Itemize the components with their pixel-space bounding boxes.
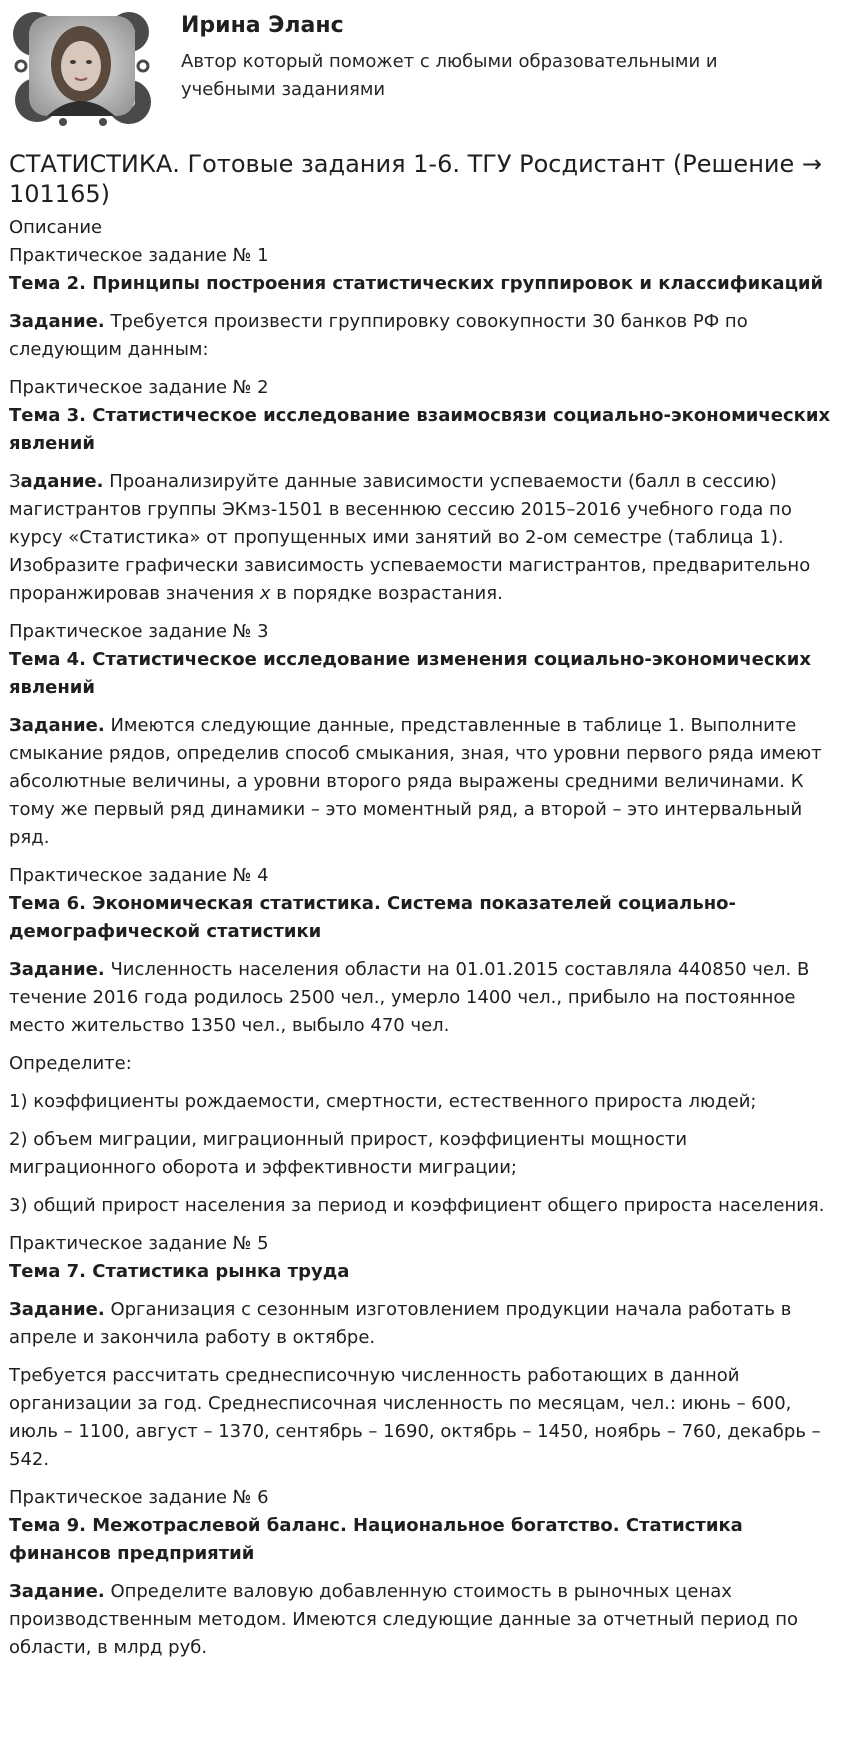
task-text-end: в порядке возрастания. xyxy=(270,583,503,604)
task-label: Практическое задание № 6 xyxy=(9,1487,269,1508)
task-paragraph xyxy=(9,308,838,364)
task-text: Проанализируйте данные зависимости успеваемости (балл в сессию) магистрантов группы ЭКмз-1501 в весеннюю сессию 2015–2016 учебного года по курсу «Статистика» от пропущенных ими занятий во 2-ом семестре (таблица 1). Изобразите графически зависимость успеваемости магистрантов, предварительно проранжировав значения xyxy=(9,471,811,604)
author-name[interactable]: Ирина Эланс xyxy=(181,13,344,38)
task-prefix: З xyxy=(9,471,21,492)
task-paragraph xyxy=(9,1578,838,1662)
task-text: Определите валовую добавленную стоимость в рыночных ценах производственным методом. Имеются следующие данные за отчетный период по области, в млрд руб. xyxy=(9,1581,799,1658)
avatar[interactable] xyxy=(7,4,157,130)
task-keyword: Задание. xyxy=(9,311,105,332)
task-label: Практическое задание № 4 xyxy=(9,865,269,886)
task-paragraph xyxy=(9,468,838,608)
task-variable: х xyxy=(259,583,271,604)
task-extra-paragraph: Требуется рассчитать среднесписочную численность работающих в данной организации за год. Среднесписочная численность по месяцам, чел.: июнь – 600, июль – 1100, август – 1370, сентябрь – 1690, октябрь – 1450, ноябрь – 760, декабрь – 542. xyxy=(9,1365,821,1470)
task-paragraph xyxy=(9,956,838,1040)
task-paragraph xyxy=(9,1296,838,1352)
author-description: Автор который поможет с любыми образовательными и учебными заданиями xyxy=(181,51,718,100)
task-extra-paragraph: Определите: xyxy=(9,1053,132,1074)
task-text: Численность населения области на 01.01.2015 составляла 440850 чел. В течение 2016 года родилось 2500 чел., умерло 1400 чел., прибыло на постоянное место жительство 1350 чел., выбыло 470 чел. xyxy=(9,959,810,1036)
author-info xyxy=(181,4,801,104)
task-keyword: Задание. xyxy=(9,715,105,736)
task-extra-paragraph: 2) объем миграции, миграционный прирост, коэффициенты мощности миграционного оборота и эффективности миграции; xyxy=(9,1129,688,1178)
task-topic: Тема 3. Статистическое исследование взаимосвязи социально-экономических явлений xyxy=(9,405,831,454)
document-title: СТАТИСТИКА. Готовые задания 1-6. ТГУ Росдистант (Решение → 101165) xyxy=(9,150,822,208)
task-keyword: Задание. xyxy=(9,959,105,980)
description-label: Описание xyxy=(9,217,103,238)
task-keyword: адание. xyxy=(20,471,104,492)
author-card xyxy=(9,0,838,134)
task-paragraph xyxy=(9,712,838,852)
task-text: Организация с сезонным изготовлением продукции начала работать в апреле и закончила работу в октябре. xyxy=(9,1299,792,1348)
task-label: Практическое задание № 5 xyxy=(9,1233,269,1254)
task-extra-paragraph: 3) общий прирост населения за период и коэффициент общего прироста населения. xyxy=(9,1195,825,1216)
task-text: Имеются следующие данные, представленные в таблице 1. Выполните смыкание рядов, определив способ смыкания, зная, что уровни первого ряда имеют абсолютные величины, а уровни второго ряда выражены средними величинами. К тому же первый ряд динамики – это моментный ряд, а второй – это интервальный ряд. xyxy=(9,715,822,848)
task-topic: Тема 2. Принципы построения статистических группировок и классификаций xyxy=(9,273,824,294)
task-text: Требуется произвести группировку совокупности 30 банков РФ по следующим данным: xyxy=(9,311,748,360)
task-keyword: Задание. xyxy=(9,1581,105,1602)
task-topic: Тема 7. Статистика рынка труда xyxy=(9,1261,350,1282)
task-keyword: Задание. xyxy=(9,1299,105,1320)
task-label: Практическое задание № 2 xyxy=(9,377,269,398)
avatar-image xyxy=(7,4,157,130)
task-topic: Тема 4. Статистическое исследование изменения социально-экономических явлений xyxy=(9,649,811,698)
task-topic: Тема 9. Межотраслевой баланс. Национальное богатство. Статистика финансов предприятий xyxy=(9,1515,743,1564)
task-label: Практическое задание № 3 xyxy=(9,621,269,642)
task-extra-paragraph: 1) коэффициенты рождаемости, смертности, естественного прироста людей; xyxy=(9,1091,757,1112)
task-topic: Тема 6. Экономическая статистика. Система показателей социально-демографической статистики xyxy=(9,893,736,942)
task-label: Практическое задание № 1 xyxy=(9,245,269,266)
